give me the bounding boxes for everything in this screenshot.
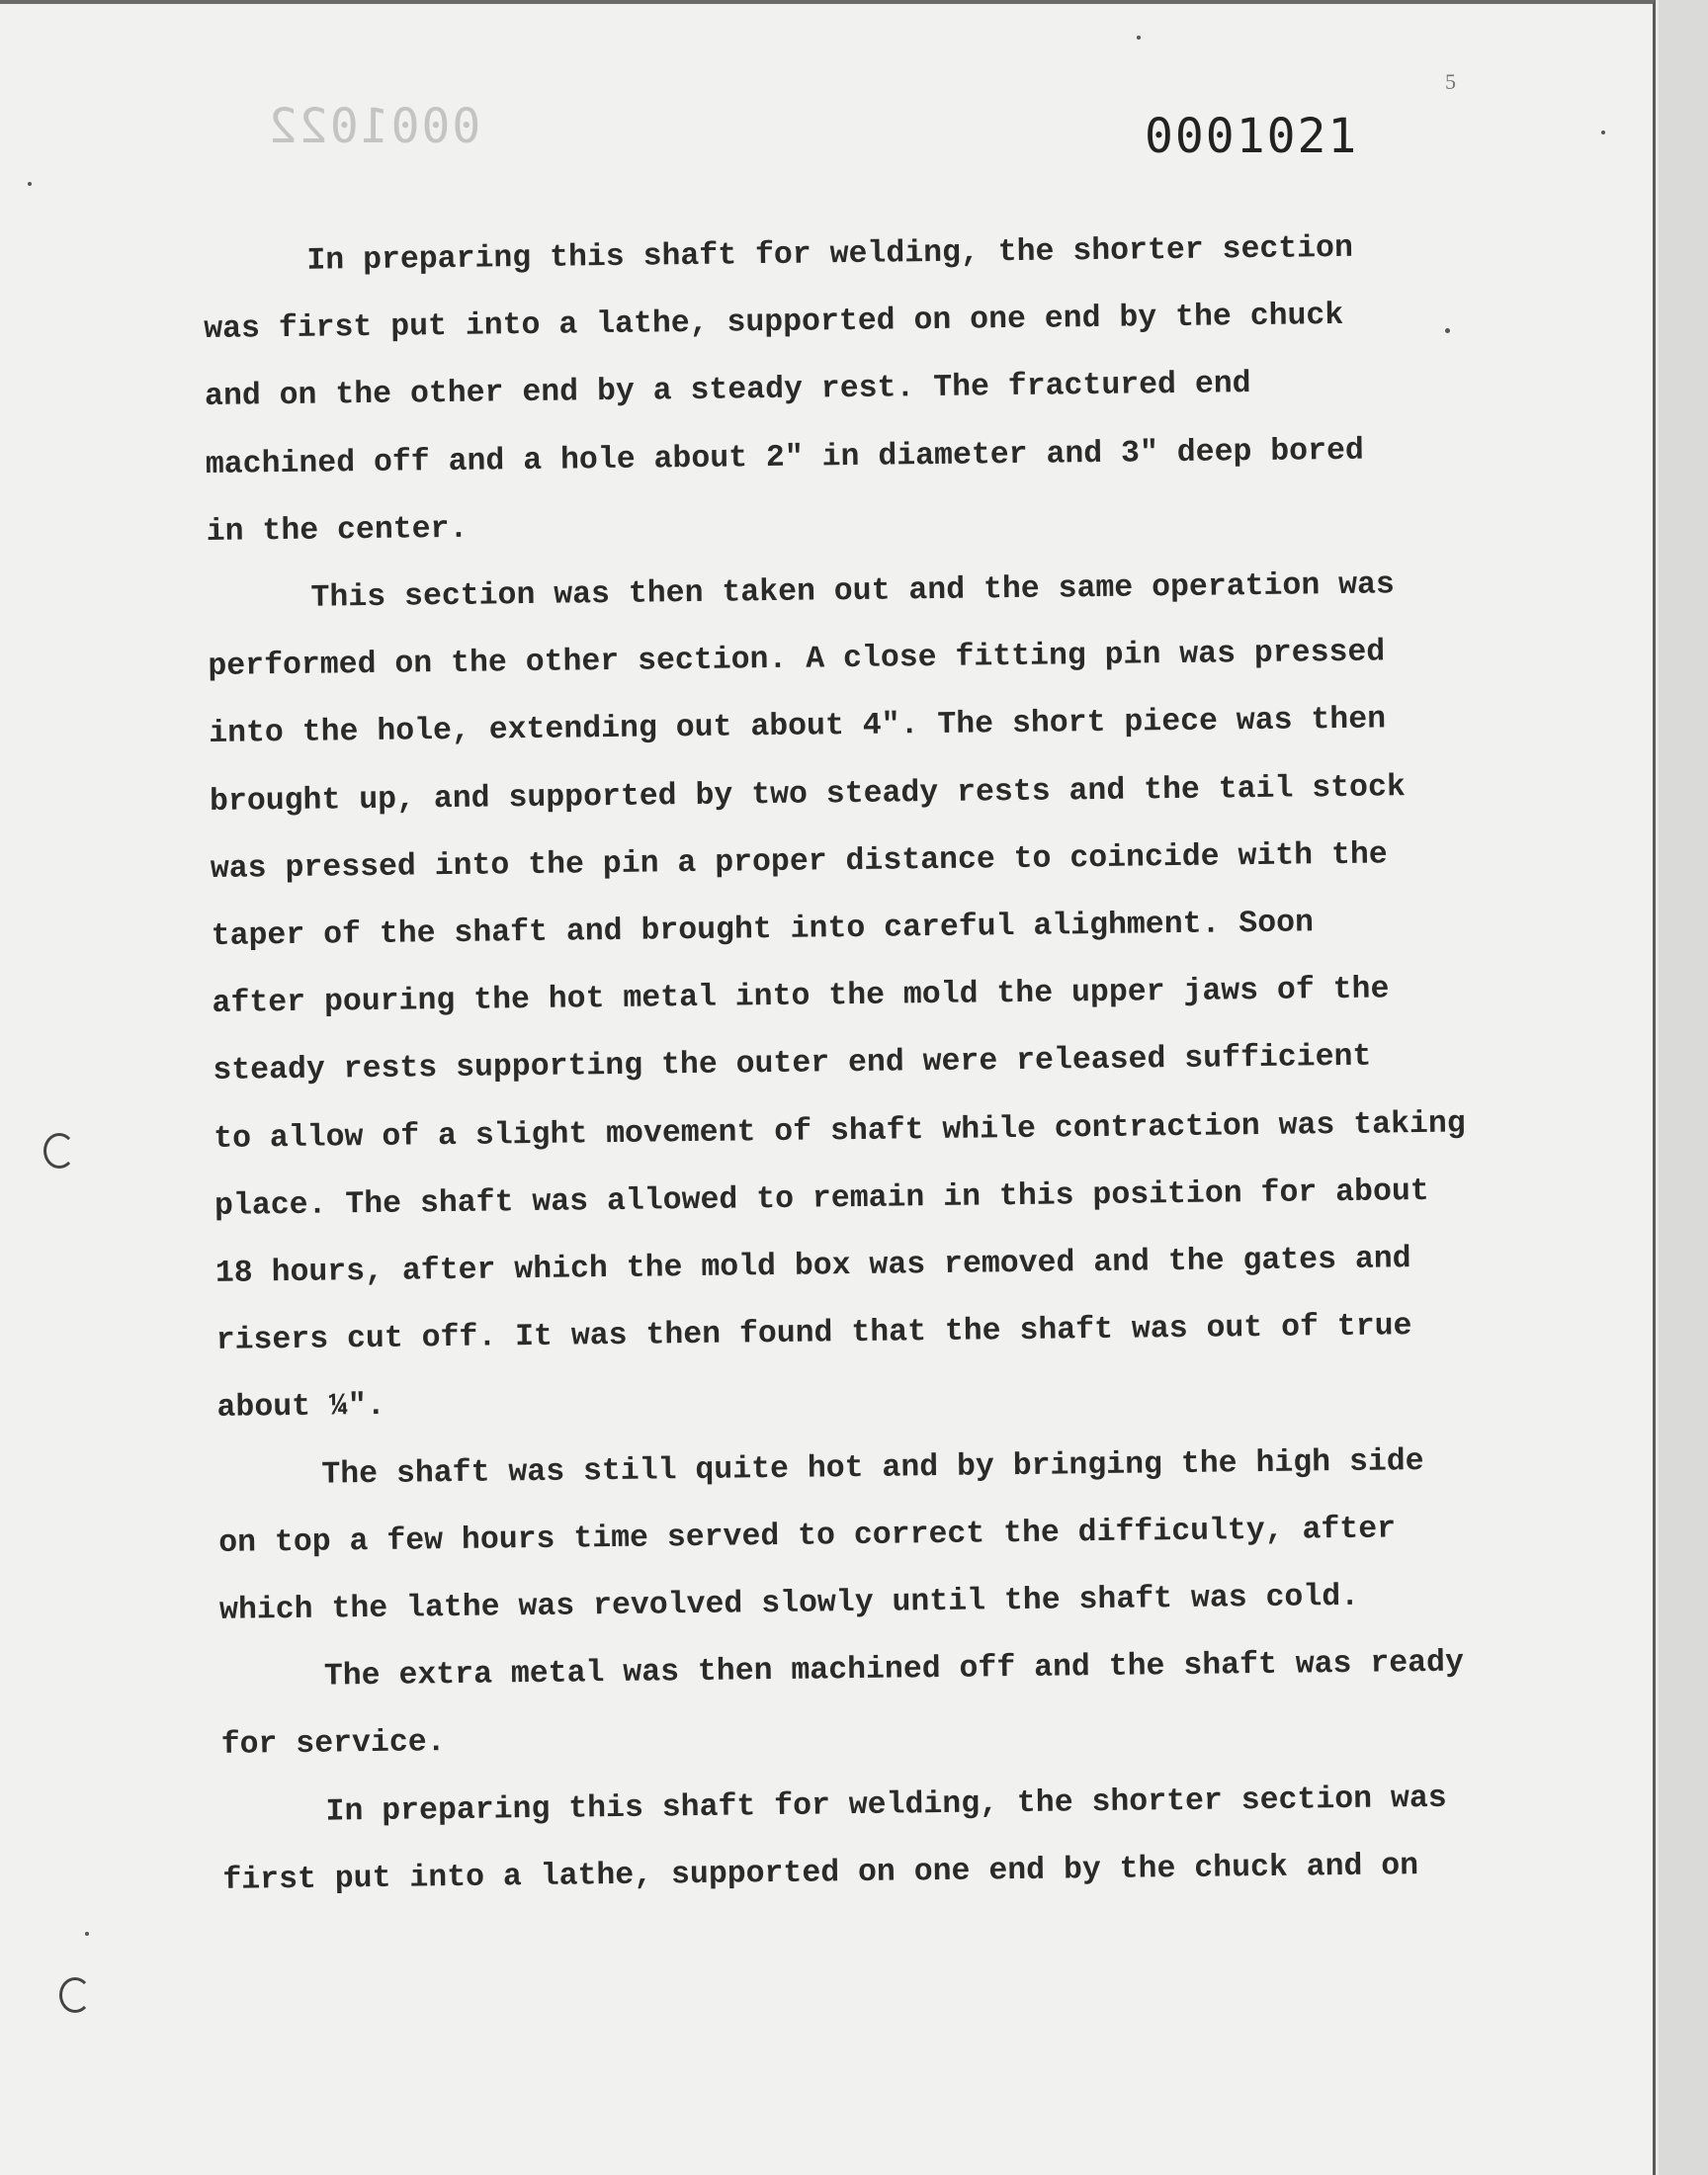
speck	[85, 1932, 89, 1936]
paragraph-3	[217, 1427, 1583, 1645]
paragraph-4	[219, 1628, 1585, 1780]
text-line: This section was then taken out and the same operation was	[310, 567, 1396, 616]
text-line: In preparing this shaft for welding, the shorter section was	[325, 1781, 1447, 1830]
text-line: in the center.	[206, 511, 469, 550]
text-line: and on the other end by a steady rest. The fractured end	[204, 367, 1251, 415]
text-line: into the hole, extending out about 4". The short piece was then	[209, 702, 1387, 752]
text-line: performed on the other section. A close fitting pin was pressed	[208, 635, 1386, 685]
text-line: brought up, and supported by two steady rests and the tail stock	[209, 769, 1406, 820]
speck	[1137, 36, 1141, 40]
body-text	[203, 213, 1587, 1915]
text-line: first put into a lathe, supported on one end by the chuck and on	[222, 1848, 1419, 1898]
text-line: place. The shaft was allowed to remain in this position for about	[214, 1174, 1429, 1224]
text-line: machined off and a hole about 2" in diameter and 3" deep bored	[205, 433, 1365, 482]
text-line: taper of the shaft and brought into careful alighment. Soon	[211, 906, 1315, 954]
text-line: The extra metal was then machined off and the shaft was ready	[323, 1645, 1465, 1695]
text-line: to allow of a slight movement of shaft while contraction was taking	[214, 1106, 1466, 1157]
page-number: 0001021	[1145, 109, 1359, 164]
speck	[1601, 130, 1605, 134]
paragraph-1	[203, 213, 1571, 566]
text-line: for service.	[220, 1725, 446, 1764]
text-line: which the lathe was revolved slowly until the shaft was cold.	[218, 1579, 1360, 1628]
text-line: on top a few hours time served to correct the difficulty, after	[218, 1512, 1397, 1561]
punch-hole-mark-1	[43, 1133, 75, 1169]
scan-right-margin	[1659, 0, 1708, 2175]
punch-hole-mark-2	[59, 1977, 91, 2013]
text-line: was first put into a lathe, supported on one end by the chuck	[204, 299, 1344, 348]
text-line: In preparing this shaft for welding, the shorter section	[306, 230, 1354, 279]
speck	[28, 182, 32, 186]
paragraph-5	[221, 1764, 1587, 1915]
text-line: was pressed into the pin a proper distance to coincide with the	[210, 837, 1388, 887]
text-line: 18 hours, after which the mold box was removed and the gates and	[214, 1242, 1411, 1291]
paragraph-2	[207, 550, 1581, 1442]
text-line: about ¼".	[216, 1389, 385, 1427]
corner-pencil-mark: 5	[1445, 69, 1456, 94]
bleed-through-page-number: 0001022	[267, 99, 481, 154]
text-line: after pouring the hot metal into the mold the upper jaws of the	[212, 972, 1390, 1022]
text-line: steady rests supporting the outer end were released sufficient	[213, 1040, 1372, 1089]
text-line: risers cut off. It was then found that the shaft was out of true	[215, 1309, 1412, 1359]
text-line: The shaft was still quite hot and by bringing the high side	[321, 1443, 1424, 1493]
